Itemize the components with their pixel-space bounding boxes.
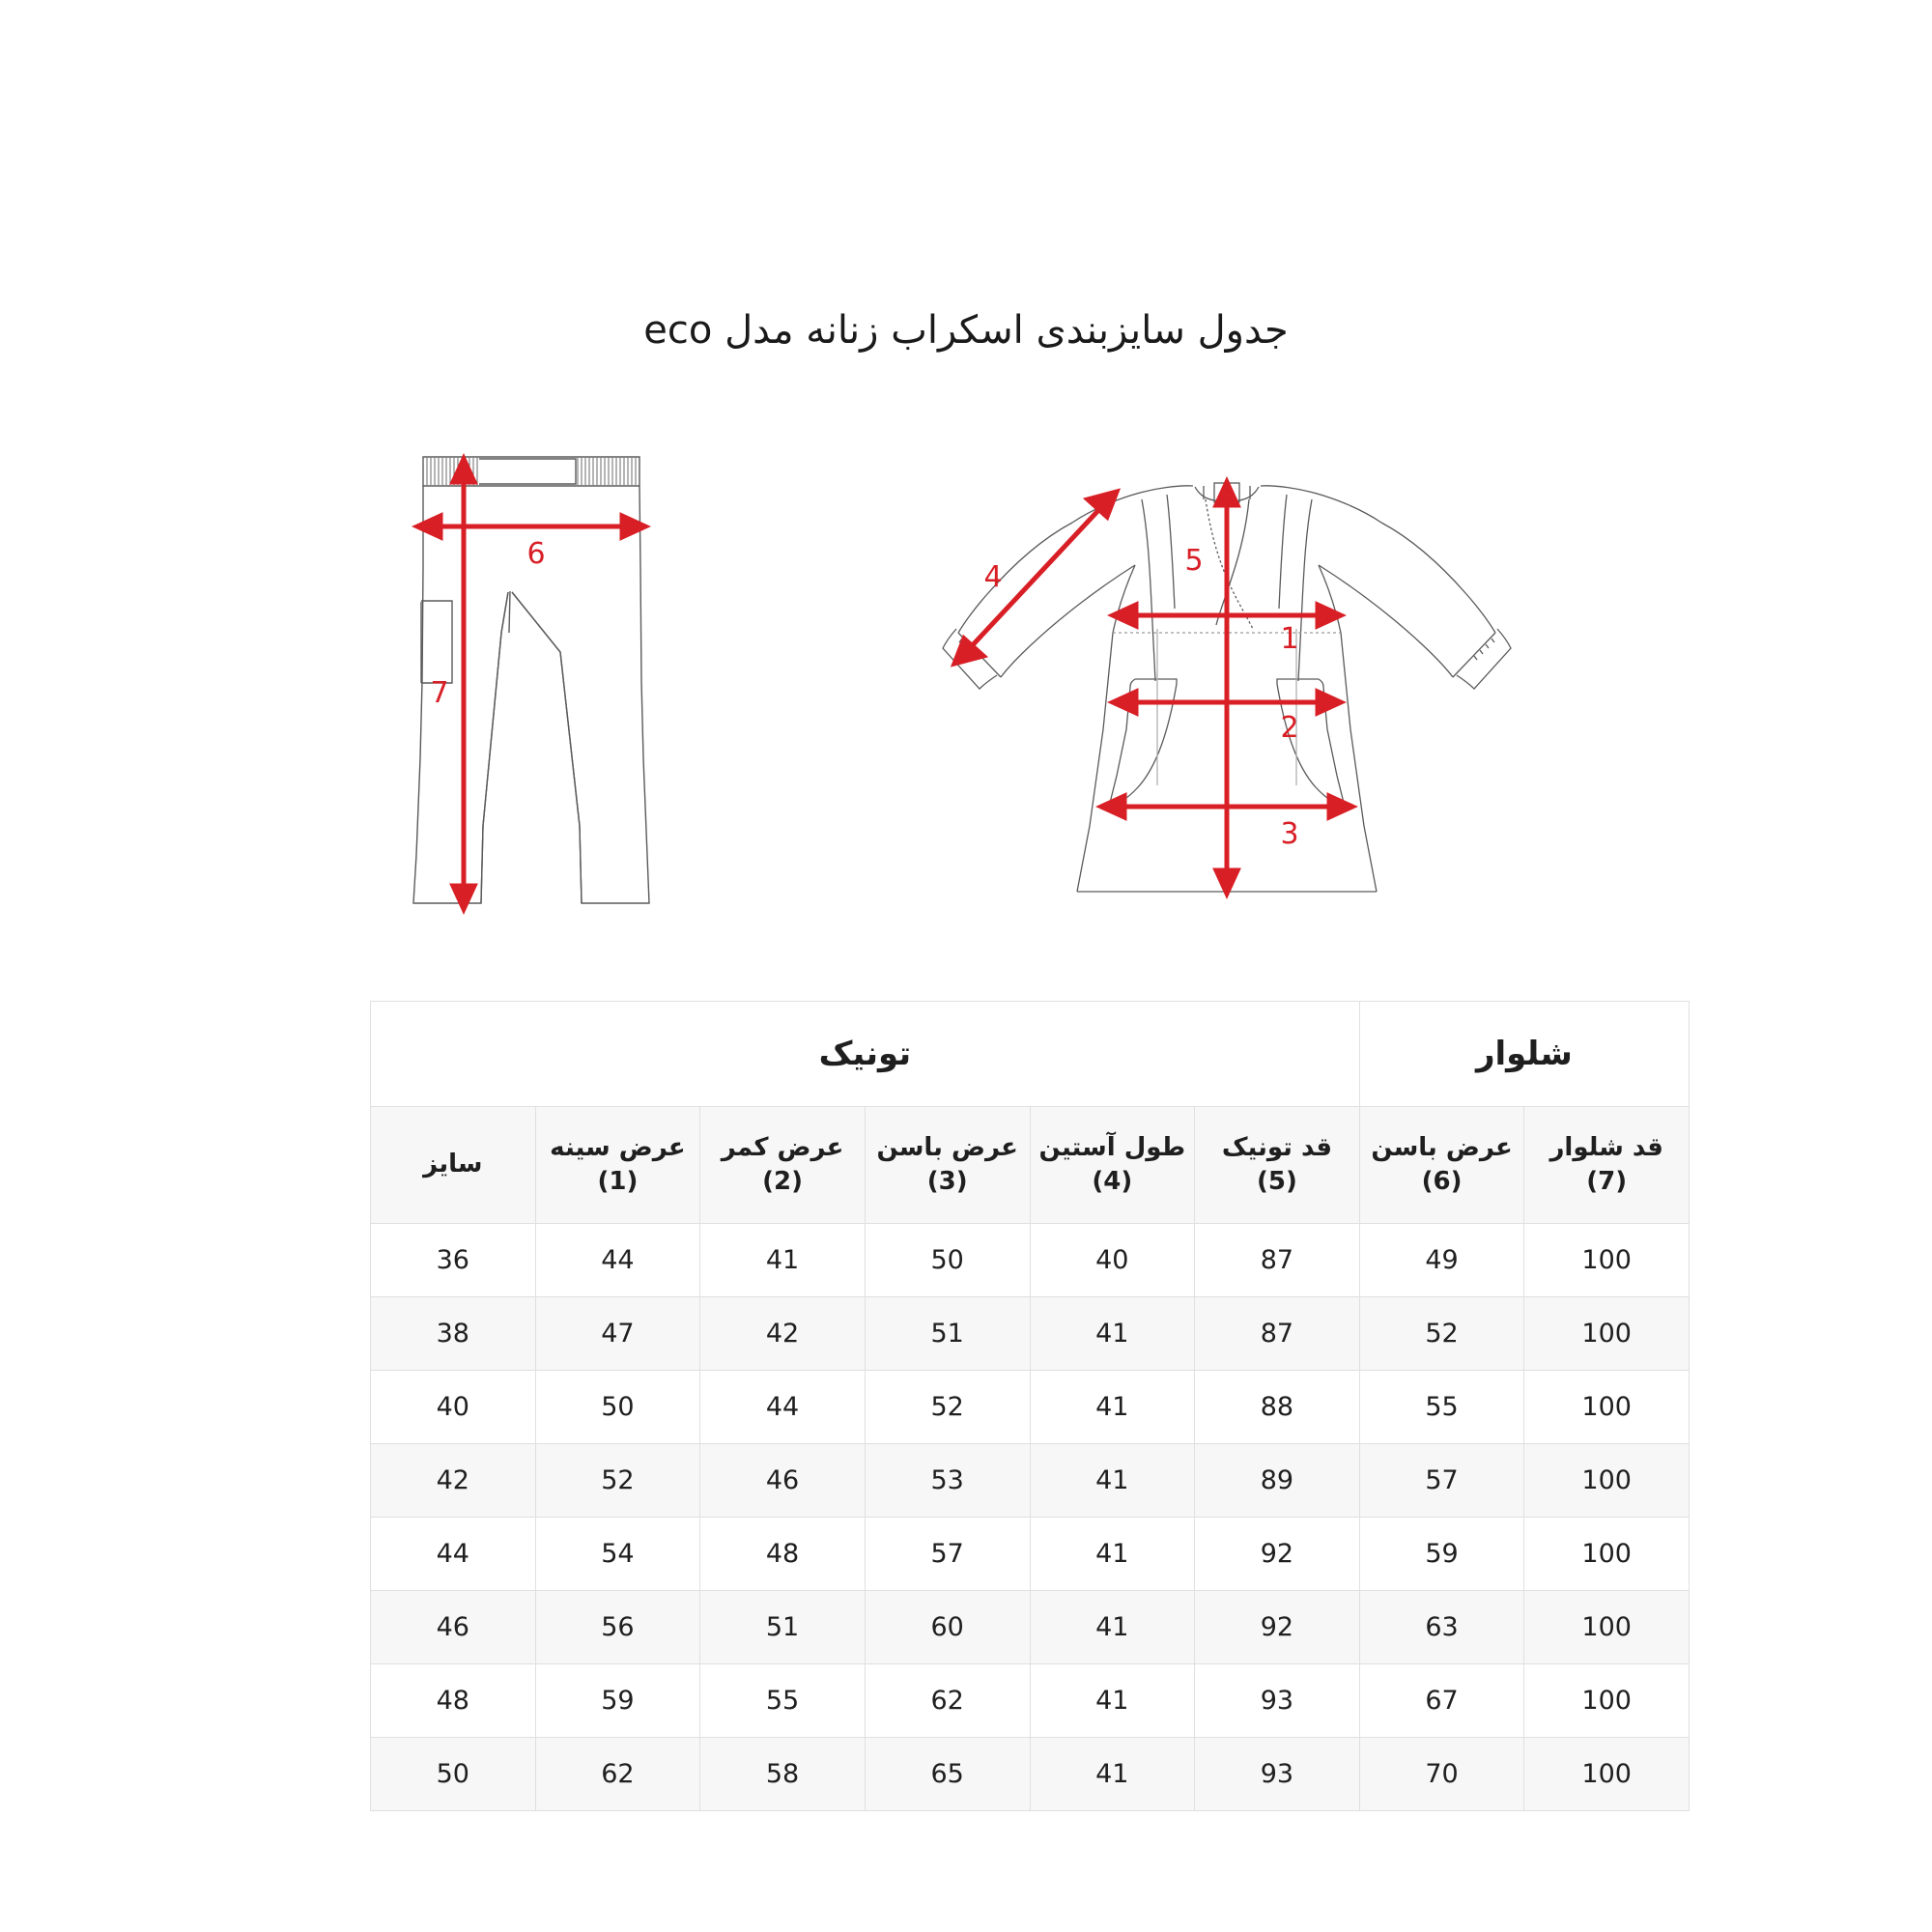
table-cell: [1195, 1738, 1360, 1811]
table-row: [371, 1224, 1690, 1297]
cell-value: 47: [601, 1319, 635, 1349]
table-cell: [1524, 1518, 1690, 1591]
cell-value: 44: [601, 1245, 635, 1275]
table-cell: [1195, 1297, 1360, 1371]
cell-value: 92: [1260, 1539, 1294, 1569]
cell-value: 54: [601, 1539, 635, 1569]
cell-value: 59: [1425, 1539, 1459, 1569]
col-header-waist-text: عرض کمر: [721, 1132, 844, 1162]
cell-value: 38: [436, 1319, 469, 1349]
cell-value: 100: [1581, 1686, 1632, 1716]
cell-value: 44: [765, 1392, 800, 1422]
cell-value: 100: [1581, 1759, 1632, 1789]
table-row: [371, 1371, 1690, 1444]
table-cell: [1195, 1518, 1360, 1591]
cell-value: 100: [1581, 1392, 1632, 1422]
table-cell: [535, 1224, 700, 1297]
table-cell: [1359, 1297, 1524, 1371]
table-cell: [865, 1371, 1030, 1444]
table-cell: [1359, 1444, 1524, 1518]
table-cell: [1030, 1738, 1195, 1811]
table-row: [371, 1297, 1690, 1371]
cell-value: 46: [765, 1465, 800, 1495]
cell-value: 52: [1425, 1319, 1459, 1349]
cell-value: 62: [601, 1759, 635, 1789]
table-cell: [1359, 1591, 1524, 1664]
cell-value: 52: [601, 1465, 635, 1495]
table-cell: [371, 1738, 536, 1811]
table-cell: [1359, 1738, 1524, 1811]
cell-value: 50: [930, 1245, 964, 1275]
col-header-chest-text: عرض سینه: [550, 1132, 686, 1162]
cell-value: 100: [1581, 1465, 1632, 1495]
cell-value: 67: [1425, 1686, 1459, 1716]
cell-value: 55: [1425, 1392, 1459, 1422]
cell-value: 41: [1095, 1612, 1129, 1642]
table-cell: [535, 1297, 700, 1371]
cell-value: 93: [1260, 1686, 1294, 1716]
tunic-measure-1-label: 1: [1280, 622, 1299, 656]
col-header-pants-hip: [1359, 1107, 1524, 1224]
pants-measure-7-label: 7: [430, 676, 449, 710]
table-cell: [1524, 1591, 1690, 1664]
cell-value: 100: [1581, 1245, 1632, 1275]
cell-value: 89: [1260, 1465, 1294, 1495]
table-cell: [1030, 1371, 1195, 1444]
table-cell: [1359, 1371, 1524, 1444]
tunic-measure-4-label: 4: [983, 560, 1003, 594]
col-header-size: [371, 1107, 536, 1224]
table-cell: [1030, 1518, 1195, 1591]
table-cell: [1195, 1591, 1360, 1664]
cell-value: 63: [1425, 1612, 1459, 1642]
col-header-pants-hip-num: (6): [1421, 1167, 1463, 1196]
cell-value: 100: [1581, 1539, 1632, 1569]
table-row: [371, 1738, 1690, 1811]
cell-value: 48: [436, 1686, 469, 1716]
table-cell: [1030, 1664, 1195, 1738]
table-cell: [535, 1591, 700, 1664]
table-cell: [865, 1224, 1030, 1297]
page-title: جدول سایزبندی اسکراب زنانه مدل eco: [643, 308, 1289, 353]
cell-value: 57: [930, 1539, 964, 1569]
cell-value: 53: [930, 1465, 964, 1495]
table-cell: [1524, 1224, 1690, 1297]
cell-value: 62: [930, 1686, 964, 1716]
cell-value: 41: [1095, 1686, 1129, 1716]
cell-value: 51: [765, 1612, 800, 1642]
cell-value: 42: [765, 1319, 800, 1349]
cell-value: 87: [1260, 1319, 1294, 1349]
table-cell: [865, 1591, 1030, 1664]
table-cell: [535, 1518, 700, 1591]
garment-diagrams: [0, 440, 1932, 942]
table-cell: [371, 1224, 536, 1297]
table-cell: [700, 1664, 866, 1738]
cell-value: 50: [436, 1759, 469, 1789]
table-cell: [535, 1664, 700, 1738]
table-cell: [1030, 1224, 1195, 1297]
table-cell: [1030, 1297, 1195, 1371]
col-header-sleeve-length-num: (4): [1092, 1167, 1133, 1196]
table-cell: [1359, 1664, 1524, 1738]
cell-value: 100: [1581, 1612, 1632, 1642]
table-cell: [371, 1518, 536, 1591]
tunic-measure-2-label: 2: [1280, 711, 1299, 745]
cell-value: 93: [1260, 1759, 1294, 1789]
table-cell: [700, 1444, 866, 1518]
col-header-waist-num: (2): [762, 1167, 803, 1196]
cell-value: 52: [930, 1392, 964, 1422]
cell-value: 42: [436, 1465, 469, 1495]
table-cell: [1195, 1444, 1360, 1518]
col-header-pants-hip-text: عرض باسن: [1371, 1132, 1513, 1162]
cell-value: 44: [436, 1539, 469, 1569]
table-cell: [700, 1591, 866, 1664]
column-header-row: [371, 1107, 1690, 1224]
col-header-tunic-length-num: (5): [1257, 1167, 1297, 1196]
cell-value: 65: [930, 1759, 964, 1789]
table-row: [371, 1518, 1690, 1591]
table-cell: [865, 1297, 1030, 1371]
cell-value: 41: [1095, 1319, 1129, 1349]
cell-value: 87: [1260, 1245, 1294, 1275]
size-table-body: [371, 1224, 1690, 1811]
table-cell: [865, 1444, 1030, 1518]
col-header-sleeve-length-text: طول آستین: [1038, 1132, 1186, 1162]
table-cell: [700, 1297, 866, 1371]
tunic-measure-5-label: 5: [1184, 544, 1204, 578]
cell-value: 41: [1095, 1539, 1129, 1569]
table-cell: [1524, 1664, 1690, 1738]
cell-value: 57: [1425, 1465, 1459, 1495]
cell-value: 50: [601, 1392, 635, 1422]
table-cell: [865, 1518, 1030, 1591]
cell-value: 46: [436, 1612, 469, 1642]
table-row: [371, 1591, 1690, 1664]
col-header-tunic-hip-num: (3): [926, 1167, 968, 1196]
col-header-pants-length-num: (7): [1586, 1167, 1628, 1196]
col-header-tunic-hip: [865, 1107, 1030, 1224]
pants-measure-6: [417, 516, 645, 537]
table-cell: [1195, 1664, 1360, 1738]
table-cell: [700, 1738, 866, 1811]
table-row: [371, 1664, 1690, 1738]
size-table-container: [370, 1001, 1690, 1811]
cell-value: 40: [436, 1392, 469, 1422]
cell-value: 49: [1425, 1245, 1459, 1275]
cell-value: 92: [1260, 1612, 1294, 1642]
cell-value: 41: [1095, 1392, 1129, 1422]
cell-value: 56: [601, 1612, 635, 1642]
table-cell: [1524, 1297, 1690, 1371]
table-cell: [371, 1591, 536, 1664]
cell-value: 48: [765, 1539, 800, 1569]
cell-value: 41: [1095, 1465, 1129, 1495]
tunic-measure-5: [1216, 482, 1237, 894]
pants-outline: [413, 457, 649, 903]
table-cell: [371, 1297, 536, 1371]
tunic-diagram: [927, 440, 1526, 942]
col-header-tunic-length-text: قد تونیک: [1221, 1132, 1333, 1162]
table-cell: [865, 1664, 1030, 1738]
table-cell: [1359, 1224, 1524, 1297]
cell-value: 51: [930, 1319, 964, 1349]
table-cell: [535, 1371, 700, 1444]
table-cell: [1524, 1444, 1690, 1518]
table-cell: [535, 1738, 700, 1811]
col-header-chest-num: (1): [597, 1167, 639, 1196]
cell-value: 88: [1260, 1392, 1294, 1422]
cell-value: 59: [601, 1686, 635, 1716]
col-header-pants-length: [1524, 1107, 1690, 1224]
table-cell: [700, 1518, 866, 1591]
col-header-tunic-hip-text: عرض باسن: [876, 1132, 1018, 1162]
table-cell: [1195, 1224, 1360, 1297]
table-cell: [1524, 1738, 1690, 1811]
table-cell: [1195, 1371, 1360, 1444]
group-header-tunic: تونیک: [371, 1002, 1360, 1107]
table-cell: [1524, 1371, 1690, 1444]
col-header-size-text: سایز: [423, 1150, 483, 1179]
table-cell: [1359, 1518, 1524, 1591]
table-cell: [371, 1664, 536, 1738]
col-header-pants-length-text: قد شلوار: [1549, 1132, 1663, 1162]
pants-measure-6-label: 6: [526, 537, 546, 571]
table-cell: [1030, 1591, 1195, 1664]
table-cell: [700, 1224, 866, 1297]
cell-value: 40: [1095, 1245, 1129, 1275]
size-table: [370, 1001, 1690, 1811]
table-row: [371, 1444, 1690, 1518]
size-table-head: [371, 1002, 1690, 1224]
tunic-measure-4: [954, 492, 1117, 664]
col-header-chest: [535, 1107, 700, 1224]
cell-value: 36: [436, 1245, 469, 1275]
table-cell: [371, 1444, 536, 1518]
cell-value: 70: [1425, 1759, 1459, 1789]
cell-value: 58: [765, 1759, 800, 1789]
table-cell: [1030, 1444, 1195, 1518]
group-header-pants: شلوار: [1359, 1002, 1689, 1107]
pants-diagram: [367, 440, 753, 942]
table-cell: [700, 1371, 866, 1444]
cell-value: 41: [1095, 1759, 1129, 1789]
cell-value: 55: [765, 1686, 800, 1716]
col-header-sleeve-length: [1030, 1107, 1195, 1224]
group-header-row: [371, 1002, 1690, 1107]
cell-value: 41: [765, 1245, 800, 1275]
tunic-measure-3-label: 3: [1280, 817, 1299, 851]
col-header-waist: [700, 1107, 866, 1224]
table-cell: [371, 1371, 536, 1444]
table-cell: [535, 1444, 700, 1518]
cell-value: 60: [930, 1612, 964, 1642]
table-cell: [865, 1738, 1030, 1811]
col-header-tunic-length: [1195, 1107, 1360, 1224]
cell-value: 100: [1581, 1319, 1632, 1349]
